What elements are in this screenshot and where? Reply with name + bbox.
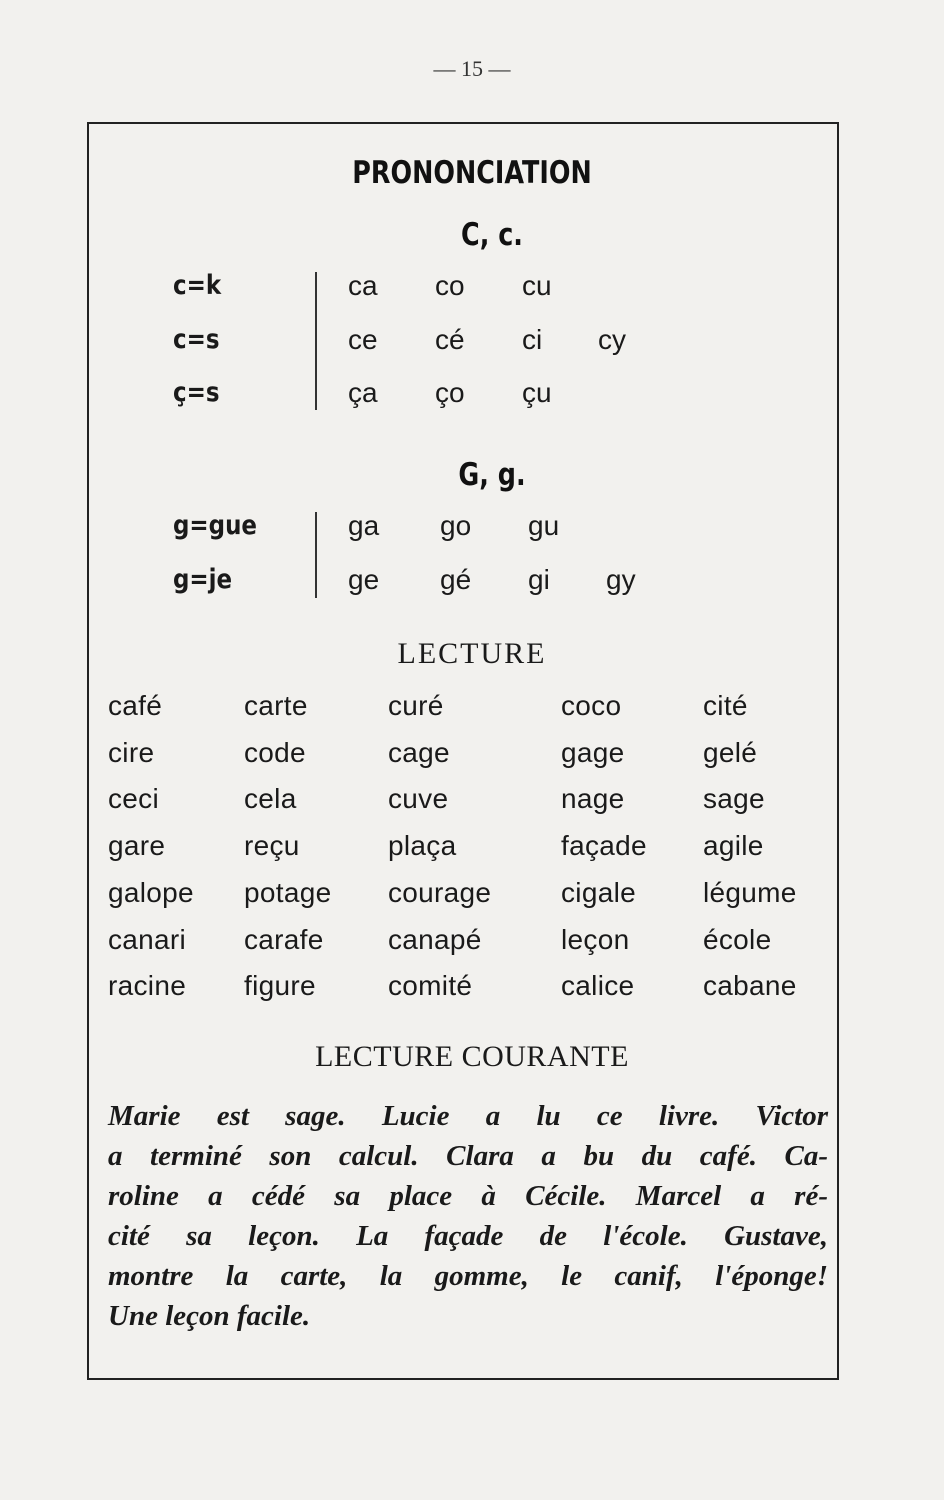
c-syllable: cy <box>598 324 626 355</box>
lecture-word: façade <box>561 830 647 861</box>
c-syllable: cu <box>522 270 552 301</box>
lecture-title: LECTURE <box>397 637 547 670</box>
lecture-word: agile <box>703 830 764 861</box>
g-syllable: ga <box>348 510 380 541</box>
lecture-word: courage <box>388 877 492 908</box>
lecture-word: sage <box>703 783 765 814</box>
lecture-word: carte <box>244 690 308 721</box>
c-rule: c=k <box>173 270 222 301</box>
lecture-word: cire <box>108 737 155 768</box>
g-syllable: go <box>440 510 472 541</box>
page-number: — 15 — <box>433 56 511 81</box>
c-divider <box>315 272 317 410</box>
lecture-word: cigale <box>561 877 636 908</box>
c-rule: c=s <box>173 324 220 355</box>
lecture-word: plaça <box>388 830 457 861</box>
paragraph-line: Marie est sage. Lucie a lu ce livre. Victor <box>108 1100 828 1132</box>
paragraph-line: a terminé son calcul. Clara a bu du café. Ca- <box>108 1140 828 1172</box>
lecture-word: canapé <box>388 924 482 955</box>
g-heading: G, g. <box>458 457 526 493</box>
c-syllable: ci <box>522 324 543 355</box>
c-syllable: ce <box>348 324 378 355</box>
lecture-word: gare <box>108 830 166 861</box>
lecture-word: galope <box>108 877 194 908</box>
lecture-word: coco <box>561 690 622 721</box>
lecture-word: canari <box>108 924 187 955</box>
g-syllable: gi <box>528 564 550 595</box>
pronunciation-title: PRONONCIATION <box>352 155 592 191</box>
lecture-word: curé <box>388 690 444 721</box>
lecture-word: nage <box>561 783 625 814</box>
lecture-word: école <box>703 924 772 955</box>
c-syllable: çu <box>522 377 552 408</box>
g-syllable: gu <box>528 510 560 541</box>
lecture-word: cabane <box>703 970 797 1001</box>
c-syllable: cé <box>435 324 465 355</box>
paragraph-line: cité sa leçon. La façade de l'école. Gustave, <box>108 1220 828 1252</box>
c-syllable: ca <box>348 270 378 301</box>
lecture-word: comité <box>388 970 473 1001</box>
lecture-word: cela <box>244 783 297 814</box>
g-rule: g=je <box>173 564 233 595</box>
lecture-word: cuve <box>388 783 449 814</box>
lecture-word: cité <box>703 690 748 721</box>
g-syllable: ge <box>348 564 380 595</box>
lecture-word: code <box>244 737 306 768</box>
c-heading: C, c. <box>461 217 523 253</box>
lecture-word: racine <box>108 970 187 1001</box>
g-rule: g=gue <box>173 510 257 541</box>
lecture-word: reçu <box>244 830 300 861</box>
paragraph-line: montre la carte, la gomme, le canif, l'éponge! <box>108 1260 828 1292</box>
lecture-word: gelé <box>703 737 758 768</box>
lecture-word: leçon <box>561 924 630 955</box>
lecture-courante-title: LECTURE COURANTE <box>315 1040 629 1073</box>
reading-paragraph <box>108 1096 828 1336</box>
lecture-word: calice <box>561 970 635 1001</box>
lecture-word: légume <box>703 877 797 908</box>
lecture-word: café <box>108 690 163 721</box>
lecture-word: cage <box>388 737 450 768</box>
paragraph-line: Une leçon facile. <box>108 1300 311 1332</box>
lecture-word: ceci <box>108 783 159 814</box>
c-syllable: co <box>435 270 465 301</box>
c-syllable: ça <box>348 377 378 408</box>
g-syllable: gé <box>440 564 472 595</box>
lecture-word: potage <box>244 877 332 908</box>
lecture-word: figure <box>244 970 316 1001</box>
paragraph-line: roline a cédé sa place à Cécile. Marcel a ré- <box>108 1180 828 1212</box>
g-syllable: gy <box>606 564 636 595</box>
lecture-word: gage <box>561 737 625 768</box>
lecture-word: carafe <box>244 924 324 955</box>
c-syllable: ço <box>435 377 465 408</box>
g-divider <box>315 512 317 598</box>
c-rule: ç=s <box>173 377 220 408</box>
